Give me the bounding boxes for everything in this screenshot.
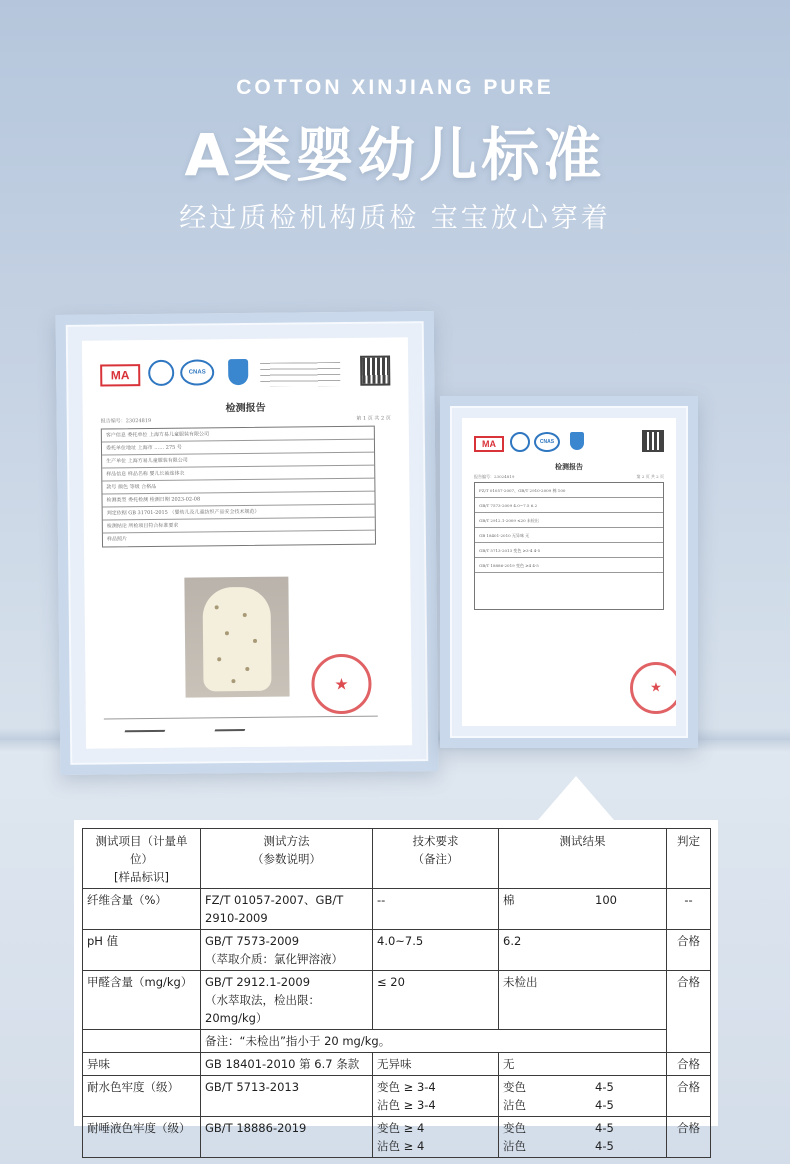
report-number: 报告编号：23024819 (100, 417, 152, 425)
cell-requirement: 无异味 (373, 1053, 499, 1076)
ilac-logo-icon (148, 360, 174, 386)
signature-line (104, 716, 378, 720)
star-icon: ★ (650, 680, 662, 696)
result-value: 100 (595, 893, 617, 907)
result-row: FZ/T 01057-2007、GB/T 2910-2009 棉 100 (475, 483, 663, 498)
info-row: 客户信息 委托单位 上海方易儿童服装有限公司 (102, 427, 374, 443)
certification-logos (474, 430, 664, 464)
table-row (83, 1076, 711, 1117)
cell-requirement (373, 1117, 499, 1158)
report-title: 检测报告 (225, 402, 266, 415)
results-panel (74, 820, 718, 1153)
cell-method (201, 971, 373, 1030)
method-standard: GB/T 7573-2009 (205, 934, 300, 948)
requirement-line: 沾色 ≥ 4 (377, 1139, 425, 1153)
callout-pointer (538, 776, 614, 820)
table-row (83, 1053, 711, 1076)
header-result (499, 829, 667, 889)
cell-verdict: 合格 (667, 1117, 711, 1158)
info-row: 样品照片 (106, 536, 128, 543)
cell-empty (83, 1030, 201, 1053)
cell-requirement: ≤ 20 (373, 971, 499, 1030)
info-row: 判定依据 GB 31701-2015 （婴幼儿及儿童纺织产品安全技术规范） (103, 505, 375, 521)
info-row: 检测类型 委托检测 检测日期 2023-02-08 (102, 492, 374, 508)
table-row (83, 930, 711, 971)
sample-photo (184, 577, 289, 698)
baby-onesie-image (202, 587, 271, 692)
report-number: 报告编号：23024819 (474, 474, 515, 479)
cell-method: GB/T 5713-2013 (201, 1076, 373, 1117)
kicker-text: COTTON XINJIANG PURE (236, 76, 554, 99)
cell-method (201, 930, 373, 971)
cell-item: 耐水色牢度（级） (83, 1076, 201, 1117)
result-label: 棉 (503, 893, 515, 907)
table-note-row (83, 1030, 711, 1053)
cell-method: FZ/T 01057-2007、GB/T 2910-2009 (201, 889, 373, 930)
cell-verdict: -- (667, 889, 711, 930)
method-standard: GB/T 2912.1-2009 (205, 975, 311, 989)
cell-requirement: -- (373, 889, 499, 930)
ma-logo: MA (100, 364, 140, 386)
cell-result (499, 1076, 667, 1117)
result-row: GB/T 18886-2019 变色 ≥4 4-5 (475, 558, 663, 573)
result-label: 变色 (503, 1080, 526, 1094)
cell-result: 无 (499, 1053, 667, 1076)
header-test-method (201, 829, 373, 889)
qr-code-icon (360, 355, 390, 385)
cell-verdict: 合格 (667, 930, 711, 971)
cell-item: 甲醛含量（mg/kg） (83, 971, 201, 1030)
shield-icon (570, 432, 584, 450)
result-value: 4-5 (595, 1080, 614, 1094)
header-test-item (83, 829, 201, 889)
subheadline: 经过质检机构质检 宝宝放心穿着 (179, 203, 611, 234)
page-indicator: 第 1 页 共 2 页 (356, 415, 391, 422)
cell-result (499, 889, 667, 930)
result-label: 沾色 (503, 1098, 526, 1112)
headline: A类婴幼儿标准 (184, 121, 606, 189)
result-row: GB/T 5713-2013 变色 ≥3-4 4-5 (475, 543, 663, 558)
result-row: GB/T 2912.1-2009 ≤20 未检出 (475, 513, 663, 528)
info-row: 款号 颜色 等级 合格品 (102, 479, 374, 495)
table-row (83, 971, 711, 1030)
ilac-logo-icon (510, 432, 530, 452)
result-row: GB 18401-2010 无异味 无 (475, 528, 663, 543)
header-label: 技术要求 (412, 834, 459, 848)
cell-verdict: 合格 (667, 1053, 711, 1076)
header-label: 判定 (677, 834, 700, 848)
cnas-logo: CNAS (534, 432, 560, 452)
cell-result (499, 1117, 667, 1158)
header-label: （备注） (412, 852, 459, 866)
notes-row (475, 573, 663, 609)
qr-code-icon (642, 430, 664, 452)
report-sheet-page-2 (462, 418, 676, 726)
ma-logo: MA (474, 436, 504, 452)
test-results-table (82, 828, 711, 1158)
header-label: 测试项目（计量单位） (95, 834, 188, 866)
header-label: （参数说明） (252, 852, 321, 866)
table-header-row (83, 829, 711, 889)
requirement-line: 沾色 ≥ 3-4 (377, 1098, 436, 1112)
header-requirement (373, 829, 499, 889)
cell-result: 未检出 (499, 971, 667, 1030)
info-row: 委托单位地址 上海市 …… 275 号 (102, 440, 374, 456)
signature-mark (215, 723, 248, 731)
table-row (83, 1117, 711, 1158)
info-row: 样品信息 样品名称 婴儿长袖连体衣 (102, 466, 374, 482)
cell-item: pH 值 (83, 930, 201, 971)
star-icon: ★ (334, 674, 349, 694)
cell-requirement: 4.0~7.5 (373, 930, 499, 971)
header-label: [样品标识] (114, 870, 169, 884)
cell-item: 耐唾液色牢度（级） (83, 1117, 201, 1158)
result-label: 变色 (503, 1121, 526, 1135)
cnas-logo: CNAS (180, 359, 214, 385)
method-note: （萃取介质：氯化钾溶液） (205, 952, 343, 966)
shield-icon (228, 359, 248, 385)
header-verdict (667, 829, 711, 889)
cell-result: 6.2 (499, 930, 667, 971)
cell-note: 备注：“未检出”指小于 20 mg/kg。 (201, 1030, 667, 1053)
report-frame-right (440, 396, 698, 748)
report-info-table (101, 426, 376, 548)
result-row: GB/T 7573-2009 4.0~7.5 6.2 (475, 498, 663, 513)
info-row: 检测结论 所检项目符合标准要求 (103, 518, 375, 534)
report-title: 检测报告 (555, 462, 583, 471)
cell-verdict: 合格 (667, 971, 711, 1053)
cell-item: 纤维含量（%） (83, 889, 201, 930)
report-frame-left (56, 311, 439, 775)
cell-item: 异味 (83, 1053, 201, 1076)
header-fine-print (260, 362, 340, 387)
official-seal-stamp (311, 654, 372, 715)
page-indicator: 第 2 页 共 2 页 (636, 474, 664, 479)
official-seal-stamp (630, 662, 676, 714)
certification-logos (100, 355, 390, 392)
header-label: 测试方法 (263, 834, 310, 848)
result-value: 4-5 (595, 1139, 614, 1153)
cell-method: GB/T 18886-2019 (201, 1117, 373, 1158)
method-note: （水萃取法，检出限：20mg/kg） (205, 993, 320, 1025)
result-label: 沾色 (503, 1139, 526, 1153)
table-row (83, 889, 711, 930)
requirement-line: 变色 ≥ 4 (377, 1121, 425, 1135)
result-value: 4-5 (595, 1121, 614, 1135)
signature-mark (125, 724, 168, 732)
cell-method: GB 18401-2010 第 6.7 条款 (201, 1053, 373, 1076)
info-row: 生产单位 上海方易儿童服装有限公司 (102, 453, 374, 469)
cell-verdict: 合格 (667, 1076, 711, 1117)
result-value: 4-5 (595, 1098, 614, 1112)
header-label: 测试结果 (559, 834, 606, 848)
report-sheet-page-1 (82, 337, 412, 748)
report-results-table (474, 482, 664, 610)
cell-requirement (373, 1076, 499, 1117)
requirement-line: 变色 ≥ 3-4 (377, 1080, 436, 1094)
